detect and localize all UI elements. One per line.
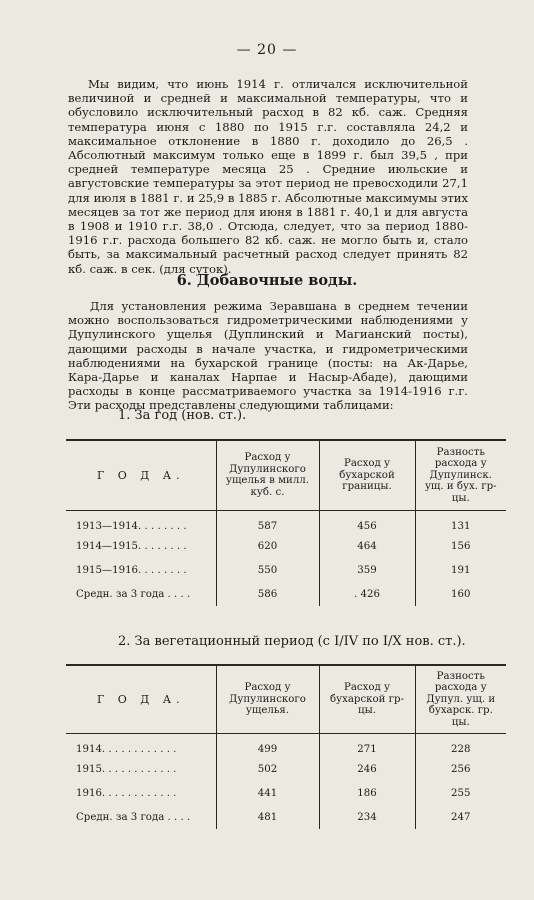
table-row bbox=[66, 534, 506, 558]
section-paragraph-block bbox=[68, 299, 468, 413]
difference-value: 156 bbox=[415, 534, 506, 558]
table-row bbox=[66, 558, 506, 582]
year-cell: Средн. за 3 года . . . . bbox=[76, 811, 191, 823]
table-row bbox=[66, 733, 506, 757]
bukhara-value: . 426 bbox=[319, 582, 415, 606]
table-header-row bbox=[66, 440, 506, 510]
dupulin-value: 550 bbox=[216, 558, 319, 582]
year-cell: Средн. за 3 года . . . . bbox=[76, 588, 191, 600]
table-row bbox=[66, 582, 506, 606]
table-row bbox=[66, 510, 506, 534]
difference-value: 131 bbox=[415, 510, 506, 534]
column-header-dupulin: Расход у Дупулинского ущелья. bbox=[216, 665, 319, 733]
table-row bbox=[66, 805, 506, 829]
bukhara-value: 359 bbox=[319, 558, 415, 582]
year-cell: 1913—1914. . . . . . . . bbox=[76, 520, 187, 532]
bukhara-value: 234 bbox=[319, 805, 415, 829]
table1-caption: 1. За год (нов. ст.). bbox=[118, 408, 247, 423]
column-header-difference: Разность расхода у Дупулинск. ущ. и бух. гр-цы. bbox=[415, 440, 506, 510]
column-header-difference: Разность расхода у Дупул. ущ. и бухарск. гр. цы. bbox=[415, 665, 506, 733]
bukhara-value: 271 bbox=[319, 733, 415, 757]
difference-value: 256 bbox=[415, 757, 506, 781]
dupulin-value: 481 bbox=[216, 805, 319, 829]
dupulin-value: 502 bbox=[216, 757, 319, 781]
column-header-years: Г О Д А. bbox=[96, 468, 185, 482]
column-header-years: Г О Д А. bbox=[96, 692, 185, 706]
dupulin-value: 620 bbox=[216, 534, 319, 558]
year-cell: 1915. . . . . . . . . . . . bbox=[76, 763, 177, 775]
vegetation-discharge-table bbox=[66, 664, 506, 829]
annual-discharge-table bbox=[66, 439, 506, 606]
table-header-row bbox=[66, 665, 506, 733]
bukhara-value: 186 bbox=[319, 781, 415, 805]
difference-value: 228 bbox=[415, 733, 506, 757]
bukhara-value: 464 bbox=[319, 534, 415, 558]
column-header-dupulin: Расход у Дупулинского ущелья в милл. куб. с. bbox=[216, 440, 319, 510]
year-cell: 1915—1916. . . . . . . . bbox=[76, 564, 187, 576]
dupulin-value: 586 bbox=[216, 582, 319, 606]
difference-value: 160 bbox=[415, 582, 506, 606]
section-paragraph: Для установления режима Зеравшана в среднем течении можно воспользоваться гидрометрическими наблюдениями у Дупулинского ущелья (Дуплинский и Магианский посты), дающими расходы в начале участка, и гидрометрическими наблюдениями на бухарской границе (посты: на Ак-Дарье, Кара-Дарье и каналах Нарпае и Насыр-Абаде), дающими расходы в конце рассматриваемого участка за 1914-1916 г.г. Эти расходы представлены следующими таблицами: bbox=[68, 299, 468, 413]
bukhara-value: 456 bbox=[319, 510, 415, 534]
bukhara-value: 246 bbox=[319, 757, 415, 781]
difference-value: 255 bbox=[415, 781, 506, 805]
year-cell: 1914—1915. . . . . . . . bbox=[76, 540, 187, 552]
intro-paragraph: Мы видим, что июнь 1914 г. отличался исключительной величиной и средней и максимальной температуры, что и обусловило исключительный расход в 82 кб. саж. Средняя температура июня с 1880 по 1915 г.г. составляла 24,2 и максимальное отклонение в 1880 г. доходило до 26,5 . Абсолютный максимум только еще в 1899 г. был 39,5 , при средней температуре месяца 25 . Средние июльские и августовские температуры за этот период не превосходили 27,1 для июля в 1881 г. и 25,9 в 1885 г. Абсолютные максимумы этих месяцев за тот же период для июня в 1881 г. 40,1 и для августа в 1908 и 1910 г.г. 38,0 . Отсюда, следует, что за период 1880-1916 г.г. расхода большего 82 кб. саж. не могло быть и, стало быть, за максимальный расчетный расход следует принять 82 кб. саж. в сек. (для суток). bbox=[68, 77, 468, 276]
column-header-bukhara: Расход у бухарской границы. bbox=[319, 440, 415, 510]
table2-caption: 2. За вегетационный период (с I/IV по I/X нов. ст.). bbox=[118, 634, 466, 649]
dupulin-value: 499 bbox=[216, 733, 319, 757]
year-cell: 1916. . . . . . . . . . . . bbox=[76, 787, 177, 799]
table-row bbox=[66, 781, 506, 805]
year-cell: 1914. . . . . . . . . . . . bbox=[76, 743, 177, 755]
difference-value: 191 bbox=[415, 558, 506, 582]
column-header-bukhara: Расход у бухарской гр-цы. bbox=[319, 665, 415, 733]
difference-value: 247 bbox=[415, 805, 506, 829]
table-row bbox=[66, 757, 506, 781]
dupulin-value: 587 bbox=[216, 510, 319, 534]
dupulin-value: 441 bbox=[216, 781, 319, 805]
section-title: 6. Добавочные воды. bbox=[176, 272, 358, 289]
page-number: — 20 — bbox=[236, 42, 298, 58]
intro-paragraph-block bbox=[68, 77, 468, 276]
